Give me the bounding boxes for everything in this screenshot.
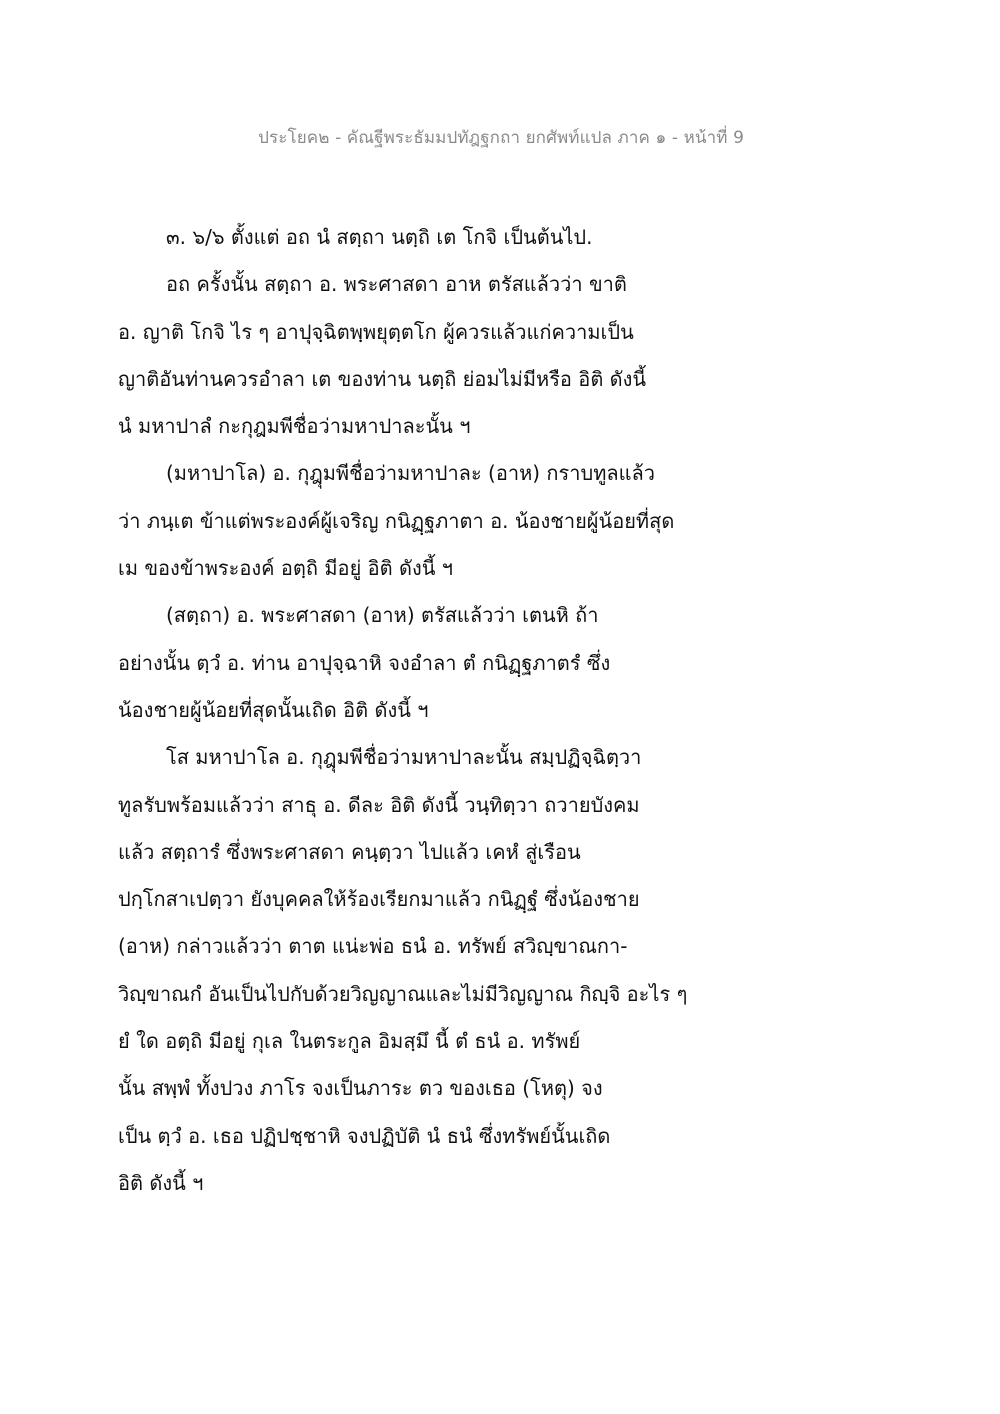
body-line: อถ ครั้งนั้น สตฺถา อ. พระศาสดา อาห ตรัสแล้วว่า ขาติ bbox=[166, 272, 627, 297]
body-line: น้องชายผู้น้อยที่สุดนั้นเถิด อิติ ดังนี้ ฯ bbox=[118, 697, 429, 722]
body-line: (สตฺถา) อ. พระศาสดา (อาห) ตรัสแล้วว่า เตนหิ ถ้า bbox=[166, 603, 599, 628]
body-line: ญาติอันท่านควรอำลา เต ของท่าน นตฺถิ ย่อมไม่มีหรือ อิติ ดังนี้ bbox=[118, 366, 647, 391]
body-line: เม ของข้าพระองค์ อตฺถิ มีอยู่ อิติ ดังนี้ ฯ bbox=[118, 556, 454, 581]
body-line: อ. ญาติ โกจิ ไร ๆ อาปุจฺฉิตพฺพยุตฺตโก ผู้ควรแล้วแก่ความเป็น bbox=[118, 319, 634, 344]
body-line: นั้น สพฺพํ ทั้งปวง ภาโร จงเป็นภาระ ตว ของเธอ (โหตุ) จง bbox=[118, 1076, 603, 1101]
body-line: เป็น ตฺวํ อ. เธอ ปฏิปชฺชาหิ จงปฏิบัติ นํ ธนํ ซึ่งทรัพย์นั้นเถิด bbox=[118, 1123, 611, 1148]
body-line: ยํ ใด อตฺถิ มีอยู่ กุเล ในตระกูล อิมสฺมึ นี้ ตํ ธนํ อ. ทรัพย์ bbox=[118, 1029, 581, 1054]
body-line: นํ มหาปาลํ กะกุฎมพีชื่อว่ามหาปาละนั้น ฯ bbox=[118, 414, 471, 439]
body-line: อย่างนั้น ตฺวํ อ. ท่าน อาปุจฺฉาหิ จงอำลา ตํ กนิฏฺฐภาตรํ ซึ่ง bbox=[118, 650, 611, 675]
body-line: ปกฺโกสาเปตฺวา ยังบุคคลให้ร้องเรียกมาแล้ว กนิฏฺฐํ ซึ่งน้องชาย bbox=[118, 887, 640, 912]
running-header: ประโยค๒ - คัณฐีพระธัมมปทัฎฐกถา ยกศัพท์แปล ภาค ๑ - หน้าที่ 9 bbox=[258, 128, 744, 148]
body-line: (มหาปาโล) อ. กุฎุมพีชื่อว่ามหาปาละ (อาห) กราบทูลแล้ว bbox=[166, 461, 656, 486]
body-line: (อาห) กล่าวแล้วว่า ตาต แน่ะพ่อ ธนํ อ. ทรัพย์ สวิญฺขาณกา- bbox=[118, 934, 628, 959]
body-line: ทูลรับพร้อมแล้วว่า สาธุ อ. ดีละ อิติ ดังนี้ วนฺทิตฺวา ถวายบังคม bbox=[118, 792, 640, 817]
body-line: โส มหาปาโล อ. กุฎุมพีชื่อว่ามหาปาละนั้น สมฺปฏิจฺฉิตฺวา bbox=[166, 745, 642, 770]
body-text bbox=[118, 214, 718, 1207]
body-line: อิติ ดังนี้ ฯ bbox=[118, 1170, 204, 1195]
body-line: แล้ว สตฺถารํ ซึ่งพระศาสดา คนฺตฺวา ไปแล้ว เคหํ สู่เรือน bbox=[118, 839, 581, 864]
body-line: ว่า ภนฺเต ข้าแต่พระองค์ผู้เจริญ กนิฏฺฐภาตา อ. น้องชายผู้น้อยที่สุด bbox=[118, 508, 675, 533]
body-line: วิญฺขาณกํ อันเป็นไปกับด้วยวิญญาณและไม่มีวิญญาณ กิญฺจิ อะไร ๆ bbox=[118, 981, 688, 1006]
body-line: ๓. ๖/๖ ตั้งแต่ อถ นํ สตฺถา นตฺถิ เต โกจิ เป็นต้นไป. bbox=[166, 225, 593, 249]
